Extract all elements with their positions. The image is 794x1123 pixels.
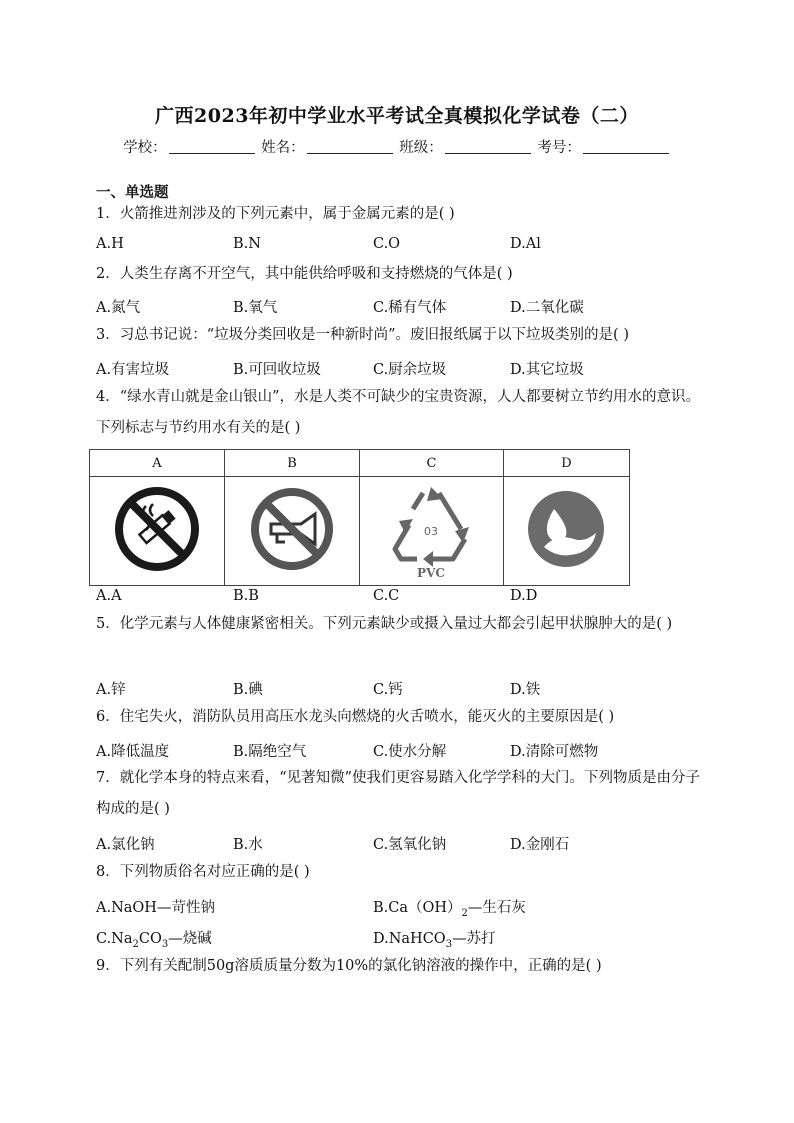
option-c[interactable]: C.氢氧化钠 bbox=[373, 837, 447, 853]
question-1: 1．火箭推进剂涉及的下列元素中，属于金属元素的是( ) bbox=[96, 206, 455, 222]
question-6-options bbox=[96, 740, 706, 762]
question-8-options-row-1 bbox=[96, 896, 706, 918]
table-header-c: C bbox=[360, 450, 504, 477]
class-label: 班级： bbox=[399, 140, 443, 156]
option-c[interactable]: $C.Na_2CO_3—$烧碱 bbox=[96, 931, 212, 950]
option-d[interactable]: D.其它垃圾 bbox=[510, 362, 584, 378]
option-a[interactable]: A.A bbox=[96, 588, 122, 604]
option-d[interactable]: D.Al bbox=[510, 236, 541, 252]
option-d[interactable]: D.金刚石 bbox=[510, 837, 570, 853]
option-a[interactable]: A.氯化钠 bbox=[96, 837, 155, 853]
question-4: 4．“绿水青山就是金山银山”，水是人类不可缺少的宝贵资源，人人都要树立节约用水的意识。下列标志与节约用水有关的是( ) bbox=[96, 389, 701, 436]
class-blank[interactable] bbox=[445, 139, 531, 154]
exam-number-blank[interactable] bbox=[583, 139, 669, 154]
question-7-options bbox=[96, 833, 706, 855]
page-title: 广西2023年初中学业水平考试全真模拟化学试卷（二） bbox=[155, 105, 639, 127]
option-d[interactable]: D.二氧化碳 bbox=[510, 300, 584, 316]
question-8-options-row-2 bbox=[96, 927, 706, 949]
question-5-options bbox=[96, 678, 706, 700]
school-blank[interactable] bbox=[169, 139, 255, 154]
option-a[interactable]: A.H bbox=[96, 236, 124, 252]
student-info-line bbox=[0, 136, 794, 157]
option-a[interactable]: A.氮气 bbox=[96, 300, 141, 316]
sign-cell-c bbox=[360, 477, 504, 586]
question-2-options bbox=[96, 296, 706, 318]
option-d[interactable]: D.D bbox=[510, 588, 538, 604]
option-c[interactable]: C.O bbox=[373, 236, 401, 252]
name-label: 姓名： bbox=[261, 140, 305, 156]
question-6: 6．住宅失火，消防队员用高压水龙头向燃烧的火舌喷水，能灭火的主要原因是( ) bbox=[96, 709, 615, 725]
question-3: 3．习总书记说：“垃圾分类回收是一种新时尚”。废旧报纸属于以下垃圾类别的是( ) bbox=[96, 327, 629, 343]
table-header-b: B bbox=[225, 450, 360, 477]
question-1-options bbox=[96, 236, 706, 258]
option-b[interactable]: B.水 bbox=[233, 837, 263, 853]
water-saving-icon bbox=[524, 487, 608, 571]
option-a[interactable]: A.降低温度 bbox=[96, 744, 170, 760]
section-heading: 一、单选题 bbox=[96, 184, 169, 201]
option-b[interactable]: B.碘 bbox=[233, 682, 263, 698]
question-9: 9．下列有关配制50g溶质质量分数为10%的氯化钠溶液的操作中，正确的是( ) bbox=[96, 958, 602, 974]
recycle-label: PVC bbox=[417, 566, 446, 579]
option-c[interactable]: C.钙 bbox=[373, 682, 403, 698]
question-4-options bbox=[96, 588, 706, 610]
option-b[interactable]: B.氧气 bbox=[233, 300, 278, 316]
option-a[interactable]: A.有害垃圾 bbox=[96, 362, 170, 378]
option-c[interactable]: C.C bbox=[373, 588, 400, 604]
question-7: 7．就化学本身的特点来看，“见著知微”使我们更容易踏入化学学科的大门。下列物质是由分子构成的是( ) bbox=[96, 770, 701, 817]
option-b[interactable]: B.可回收垃圾 bbox=[233, 362, 321, 378]
no-honking-icon bbox=[247, 484, 337, 574]
option-b[interactable]: $B.Ca(OH)_2—$生石灰 bbox=[373, 900, 526, 919]
sign-cell-b bbox=[225, 477, 360, 586]
recycle-code: 03 bbox=[424, 525, 439, 538]
name-blank[interactable] bbox=[307, 139, 393, 154]
table-header-a: A bbox=[90, 450, 225, 477]
recycle-icon bbox=[383, 479, 479, 579]
option-b[interactable]: B.B bbox=[233, 588, 259, 604]
question-3-options bbox=[96, 358, 706, 380]
option-a[interactable]: A.锌 bbox=[96, 682, 126, 698]
option-c[interactable]: C.使水分解 bbox=[373, 744, 447, 760]
table-header-d: D bbox=[503, 450, 629, 477]
option-c[interactable]: C.稀有气体 bbox=[373, 300, 447, 316]
question-8: 8．下列物质俗名对应正确的是( ) bbox=[96, 864, 310, 880]
sign-cell-d bbox=[503, 477, 629, 586]
option-d[interactable]: D.清除可燃物 bbox=[510, 744, 599, 760]
option-d[interactable]: D.铁 bbox=[510, 682, 541, 698]
no-smoking-icon bbox=[112, 484, 202, 574]
exam-number-label: 考号： bbox=[537, 140, 581, 156]
option-b[interactable]: B.N bbox=[233, 236, 261, 252]
option-a[interactable]: A.NaOH—苛性钠 bbox=[96, 900, 215, 916]
sign-cell-a bbox=[90, 477, 225, 586]
option-b[interactable]: B.隔绝空气 bbox=[233, 744, 307, 760]
question-5: 5．化学元素与人体健康紧密相关。下列元素缺少或摄入量过大都会引起甲状腺肿大的是( ) bbox=[96, 616, 673, 632]
question-2: 2．人类生存离不开空气，其中能供给呼吸和支持燃烧的气体是( ) bbox=[96, 266, 513, 282]
sign-table bbox=[89, 449, 630, 586]
school-label: 学校： bbox=[123, 140, 167, 156]
option-d[interactable]: D.NaHCO$_3$—苏打 bbox=[373, 931, 496, 950]
option-c[interactable]: C.厨余垃圾 bbox=[373, 362, 447, 378]
